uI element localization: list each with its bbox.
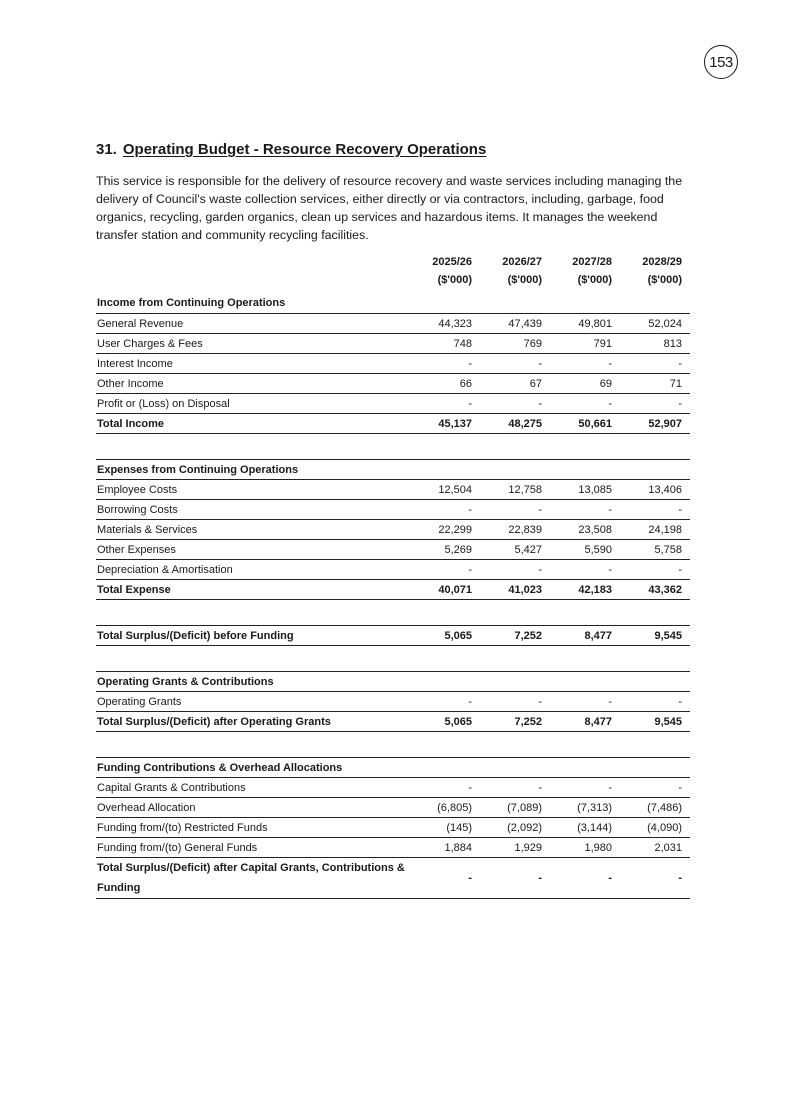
- row-value: 67: [480, 374, 550, 394]
- year-header-cell: 2028/29: [642, 256, 682, 268]
- row-label: General Revenue: [96, 314, 410, 334]
- table-row: [96, 480, 690, 500]
- operating-budget-table: [96, 252, 690, 899]
- row-value: -: [410, 354, 480, 374]
- row-value: -: [410, 778, 480, 798]
- row-value: (2,092): [480, 818, 550, 838]
- service-description: This service is responsible for the delivery of resource recovery and waste services including managing the delivery of Council's waste collection services, either directly or via contractors, including, garbage, food organics, recycling, garden organics, clean up services and hazardous items. It manages the weekend transfer station and community recycling facilities.: [96, 174, 683, 242]
- row-value: -: [550, 394, 620, 414]
- section-header: Funding Contributions & Overhead Allocations: [96, 758, 690, 778]
- row-value: 52,024: [620, 314, 690, 334]
- row-value: 5,427: [480, 540, 550, 560]
- row-value: 41,023: [480, 580, 550, 600]
- surplus-before-funding-row: [96, 626, 690, 646]
- table-row: [96, 500, 690, 520]
- row-label: Funding from/(to) General Funds: [96, 838, 410, 858]
- row-value: 22,839: [480, 520, 550, 540]
- year-header-cell: 2027/28: [572, 256, 612, 268]
- row-label: Capital Grants & Contributions: [96, 778, 410, 798]
- header-spacer: [96, 272, 410, 293]
- row-value: -: [620, 354, 690, 374]
- row-value: 7,252: [480, 712, 550, 732]
- table-row: [96, 818, 690, 838]
- row-value: (6,805): [410, 798, 480, 818]
- row-value: (7,313): [550, 798, 620, 818]
- row-label: Funding from/(to) Restricted Funds: [96, 818, 410, 838]
- row-value: 45,137: [410, 414, 480, 434]
- row-label: Materials & Services: [96, 520, 410, 540]
- unit-header-cell: ($'000): [437, 274, 472, 286]
- row-label: Total Income: [96, 414, 410, 434]
- row-value: 24,198: [620, 520, 690, 540]
- row-label: User Charges & Fees: [96, 334, 410, 354]
- row-value: 8,477: [550, 712, 620, 732]
- section-header: Operating Grants & Contributions: [96, 672, 690, 692]
- row-value: -: [620, 560, 690, 580]
- row-value: 2,031: [620, 838, 690, 858]
- row-value: -: [620, 500, 690, 520]
- row-value: -: [620, 692, 690, 712]
- total-income-row: [96, 414, 690, 434]
- row-value: 66: [410, 374, 480, 394]
- row-value: 13,406: [620, 480, 690, 500]
- row-value: (3,144): [550, 818, 620, 838]
- row-value: 1,980: [550, 838, 620, 858]
- row-value: 5,065: [410, 626, 480, 646]
- section-heading: [96, 141, 486, 158]
- row-value: 769: [480, 334, 550, 354]
- table-row: [96, 540, 690, 560]
- row-label: Employee Costs: [96, 480, 410, 500]
- row-value: (4,090): [620, 818, 690, 838]
- row-label: Total Surplus/(Deficit) before Funding: [96, 626, 410, 646]
- row-value: -: [480, 500, 550, 520]
- row-value: 13,085: [550, 480, 620, 500]
- row-label: Operating Grants: [96, 692, 410, 712]
- row-value: -: [620, 778, 690, 798]
- table-row: [96, 838, 690, 858]
- row-label: Total Surplus/(Deficit) after Operating Grants: [96, 712, 410, 732]
- section-header-row: [96, 293, 690, 314]
- row-value: 44,323: [410, 314, 480, 334]
- header-spacer: [96, 252, 410, 272]
- table-row: [96, 334, 690, 354]
- row-value: (7,089): [480, 798, 550, 818]
- table-row: [96, 314, 690, 334]
- row-value: -: [410, 560, 480, 580]
- row-value: -: [410, 394, 480, 414]
- row-value: -: [410, 692, 480, 712]
- row-value: -: [480, 778, 550, 798]
- year-header-cell: 2025/26: [432, 256, 472, 268]
- row-value: 748: [410, 334, 480, 354]
- row-value: 47,439: [480, 314, 550, 334]
- row-value: 9,545: [620, 626, 690, 646]
- year-header: [96, 252, 690, 272]
- spacer-cell: [96, 434, 690, 460]
- row-value: 5,590: [550, 540, 620, 560]
- row-value: -: [550, 858, 620, 899]
- row-label: Depreciation & Amortisation: [96, 560, 410, 580]
- unit-header-cell: ($'000): [507, 274, 542, 286]
- row-value: -: [620, 394, 690, 414]
- surplus-after-grants-row: [96, 712, 690, 732]
- row-value: 5,758: [620, 540, 690, 560]
- spacer-row: [96, 600, 690, 626]
- table-row: [96, 394, 690, 414]
- row-value: 5,065: [410, 712, 480, 732]
- row-value: 42,183: [550, 580, 620, 600]
- row-value: -: [480, 354, 550, 374]
- section-header-row: [96, 460, 690, 480]
- row-value: -: [550, 500, 620, 520]
- row-value: 5,269: [410, 540, 480, 560]
- spacer-cell: [96, 600, 690, 626]
- row-value: (7,486): [620, 798, 690, 818]
- page-number-badge: 153: [704, 45, 738, 79]
- row-label: Profit or (Loss) on Disposal: [96, 394, 410, 414]
- row-value: 7,252: [480, 626, 550, 646]
- row-value: 48,275: [480, 414, 550, 434]
- row-value: 52,907: [620, 414, 690, 434]
- unit-header-cell: ($'000): [647, 274, 682, 286]
- row-value: 813: [620, 334, 690, 354]
- table-row: [96, 778, 690, 798]
- row-value: 9,545: [620, 712, 690, 732]
- row-label: Total Expense: [96, 580, 410, 600]
- table-row: [96, 354, 690, 374]
- table-row: [96, 692, 690, 712]
- spacer-row: [96, 646, 690, 672]
- row-label: Borrowing Costs: [96, 500, 410, 520]
- table-row: [96, 520, 690, 540]
- row-value: 791: [550, 334, 620, 354]
- row-value: -: [550, 560, 620, 580]
- row-label: Total Surplus/(Deficit) after Capital Grants, Contributions & Funding: [96, 858, 410, 899]
- unit-header-cell: ($'000): [577, 274, 612, 286]
- total-expense-row: [96, 580, 690, 600]
- table-row: [96, 374, 690, 394]
- row-value: 12,504: [410, 480, 480, 500]
- row-value: (145): [410, 818, 480, 838]
- row-value: -: [620, 858, 690, 899]
- row-value: -: [550, 778, 620, 798]
- table-row: [96, 560, 690, 580]
- row-label: Other Income: [96, 374, 410, 394]
- row-value: 1,884: [410, 838, 480, 858]
- year-header-cell: 2026/27: [502, 256, 542, 268]
- row-label: Interest Income: [96, 354, 410, 374]
- row-value: 22,299: [410, 520, 480, 540]
- unit-header: [96, 272, 690, 293]
- row-value: -: [480, 394, 550, 414]
- section-header-row: [96, 758, 690, 778]
- surplus-after-capital-row: [96, 858, 690, 899]
- row-label: Overhead Allocation: [96, 798, 410, 818]
- section-header: Income from Continuing Operations: [96, 293, 690, 314]
- row-value: 49,801: [550, 314, 620, 334]
- section-header: Expenses from Continuing Operations: [96, 460, 690, 480]
- section-title: Operating Budget - Resource Recovery Operations: [122, 141, 487, 158]
- section-header-row: [96, 672, 690, 692]
- row-value: 1,929: [480, 838, 550, 858]
- table-row: [96, 798, 690, 818]
- row-value: -: [550, 354, 620, 374]
- row-value: -: [480, 692, 550, 712]
- section-number: 31.: [96, 141, 117, 158]
- spacer-cell: [96, 646, 690, 672]
- row-value: 69: [550, 374, 620, 394]
- row-value: -: [410, 858, 480, 899]
- spacer-cell: [96, 732, 690, 758]
- row-label: Other Expenses: [96, 540, 410, 560]
- row-value: 40,071: [410, 580, 480, 600]
- row-value: 50,661: [550, 414, 620, 434]
- row-value: -: [480, 858, 550, 899]
- row-value: -: [550, 692, 620, 712]
- row-value: 8,477: [550, 626, 620, 646]
- row-value: 23,508: [550, 520, 620, 540]
- spacer-row: [96, 434, 690, 460]
- row-value: -: [410, 500, 480, 520]
- spacer-row: [96, 732, 690, 758]
- row-value: -: [480, 560, 550, 580]
- row-value: 12,758: [480, 480, 550, 500]
- row-value: 43,362: [620, 580, 690, 600]
- row-value: 71: [620, 374, 690, 394]
